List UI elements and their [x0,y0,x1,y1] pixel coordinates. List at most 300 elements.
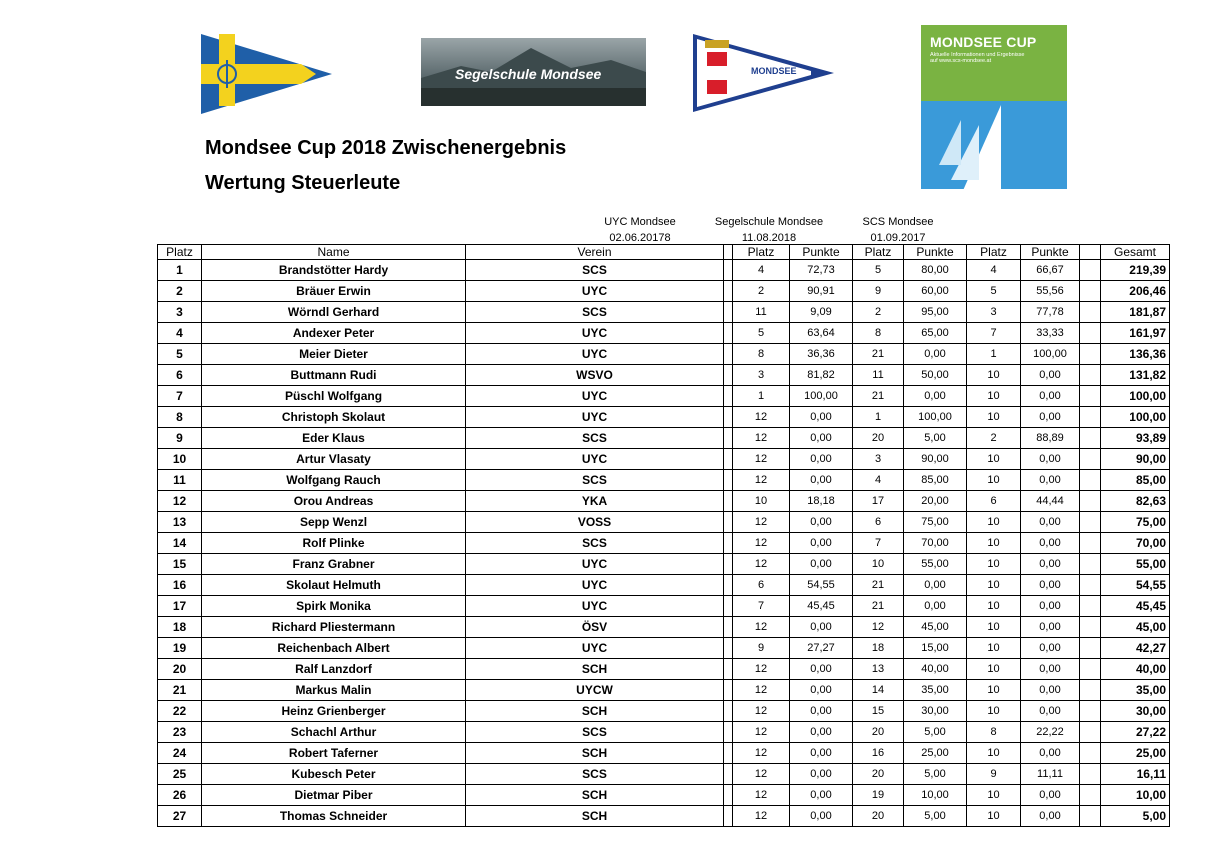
cell-e2-punkte: 100,00 [904,407,967,428]
cell-name: Artur Vlasaty [202,449,466,470]
cell-name: Orou Andreas [202,491,466,512]
cell-platz: 12 [158,491,202,512]
cell-platz: 14 [158,533,202,554]
cell-name: Wolfgang Rauch [202,470,466,491]
cell-e1-platz: 2 [733,281,790,302]
cell-e2-platz: 8 [853,323,904,344]
cell-platz: 10 [158,449,202,470]
cell-platz: 26 [158,785,202,806]
cell-verein: VOSS [466,512,724,533]
cell-spacer [724,638,733,659]
cell-e3-platz: 4 [967,260,1021,281]
cell-gesamt: 42,27 [1101,638,1170,659]
cell-e2-punkte: 0,00 [904,575,967,596]
cell-e3-punkte: 0,00 [1021,617,1080,638]
cell-e1-platz: 12 [733,407,790,428]
cell-e2-platz: 19 [853,785,904,806]
cell-gesamt: 30,00 [1101,701,1170,722]
cell-e3-punkte: 0,00 [1021,575,1080,596]
cell-e3-punkte: 0,00 [1021,638,1080,659]
cell-e1-punkte: 36,36 [790,344,853,365]
cell-spacer-2 [1080,491,1101,512]
cell-e3-punkte: 100,00 [1021,344,1080,365]
cell-e1-punkte: 0,00 [790,659,853,680]
cell-e1-punkte: 0,00 [790,428,853,449]
cell-e3-punkte: 0,00 [1021,470,1080,491]
cell-spacer [724,260,733,281]
table-row [158,596,1170,617]
col-e1-platz: Platz [733,245,790,260]
cell-spacer-2 [1080,449,1101,470]
cell-verein: SCH [466,659,724,680]
cell-e1-platz: 1 [733,386,790,407]
cell-name: Eder Klaus [202,428,466,449]
cell-e1-platz: 10 [733,491,790,512]
scs-flag-label: MONDSEE [751,66,797,76]
cell-e2-platz: 18 [853,638,904,659]
cell-verein: SCH [466,743,724,764]
cell-gesamt: 161,97 [1101,323,1170,344]
cell-e3-punkte: 0,00 [1021,512,1080,533]
cell-e3-platz: 10 [967,638,1021,659]
cell-e1-platz: 12 [733,449,790,470]
table-row [158,365,1170,386]
event-1-date: 02.06.20178 [609,232,671,244]
cell-spacer-2 [1080,764,1101,785]
cell-e1-platz: 8 [733,344,790,365]
cell-name: Robert Taferner [202,743,466,764]
cell-e2-platz: 17 [853,491,904,512]
poster-subtitle-2: auf www.scs-mondsee.at [930,58,992,64]
cell-e3-platz: 10 [967,512,1021,533]
cell-gesamt: 16,11 [1101,764,1170,785]
table-row [158,743,1170,764]
cell-e1-punkte: 54,55 [790,575,853,596]
cell-name: Püschl Wolfgang [202,386,466,407]
cell-e3-platz: 10 [967,554,1021,575]
col-platz: Platz [158,245,202,260]
cell-spacer [724,323,733,344]
col-e1-punkte: Punkte [790,245,853,260]
cell-name: Ralf Lanzdorf [202,659,466,680]
cell-platz: 20 [158,659,202,680]
cell-platz: 2 [158,281,202,302]
cell-spacer [724,785,733,806]
cell-platz: 3 [158,302,202,323]
cell-e1-platz: 12 [733,764,790,785]
table-row [158,470,1170,491]
cell-gesamt: 136,36 [1101,344,1170,365]
cell-gesamt: 219,39 [1101,260,1170,281]
cell-e1-punkte: 9,09 [790,302,853,323]
cell-e2-punkte: 5,00 [904,764,967,785]
cell-e1-punkte: 18,18 [790,491,853,512]
cell-platz: 1 [158,260,202,281]
cell-platz: 9 [158,428,202,449]
cell-spacer [724,680,733,701]
cell-name: Brandstötter Hardy [202,260,466,281]
cell-platz: 21 [158,680,202,701]
page-subtitle: Wertung Steuerleute [205,172,401,194]
cell-verein: UYC [466,596,724,617]
cell-name: Meier Dieter [202,344,466,365]
cell-e3-platz: 6 [967,491,1021,512]
cell-name: Reichenbach Albert [202,638,466,659]
cell-e2-platz: 5 [853,260,904,281]
segelschule-logo [421,38,646,106]
cell-spacer-2 [1080,281,1101,302]
cell-e1-platz: 12 [733,785,790,806]
cell-e3-platz: 10 [967,365,1021,386]
cell-name: Sepp Wenzl [202,512,466,533]
cell-e1-punkte: 63,64 [790,323,853,344]
table-row [158,407,1170,428]
cell-spacer-2 [1080,260,1101,281]
cell-e3-platz: 10 [967,407,1021,428]
table-row [158,449,1170,470]
cell-spacer-2 [1080,323,1101,344]
cell-platz: 15 [158,554,202,575]
cell-e1-platz: 9 [733,638,790,659]
cell-e3-punkte: 0,00 [1021,701,1080,722]
cell-e1-platz: 4 [733,260,790,281]
cell-gesamt: 55,00 [1101,554,1170,575]
cell-spacer [724,617,733,638]
cell-e2-platz: 16 [853,743,904,764]
cell-e1-platz: 7 [733,596,790,617]
cell-spacer-2 [1080,365,1101,386]
cell-verein: SCS [466,533,724,554]
cell-e2-punkte: 25,00 [904,743,967,764]
cell-gesamt: 82,63 [1101,491,1170,512]
cell-gesamt: 45,45 [1101,596,1170,617]
cell-e2-punkte: 95,00 [904,302,967,323]
cell-platz: 7 [158,386,202,407]
cell-name: Bräuer Erwin [202,281,466,302]
cell-verein: SCS [466,470,724,491]
cell-platz: 18 [158,617,202,638]
cell-e1-punkte: 72,73 [790,260,853,281]
cell-e1-platz: 12 [733,806,790,827]
cell-platz: 17 [158,596,202,617]
cell-verein: SCS [466,260,724,281]
table-row [158,281,1170,302]
cell-gesamt: 75,00 [1101,512,1170,533]
cell-platz: 5 [158,344,202,365]
cell-e2-punkte: 30,00 [904,701,967,722]
cell-e2-platz: 14 [853,680,904,701]
cell-e1-punkte: 0,00 [790,512,853,533]
cell-e2-punkte: 50,00 [904,365,967,386]
cell-spacer-2 [1080,344,1101,365]
cell-e3-punkte: 0,00 [1021,659,1080,680]
cell-e1-punkte: 100,00 [790,386,853,407]
table-row [158,680,1170,701]
cell-e1-punkte: 0,00 [790,449,853,470]
cell-spacer [724,743,733,764]
cell-e3-platz: 10 [967,785,1021,806]
cell-spacer-2 [1080,575,1101,596]
cell-e2-punkte: 65,00 [904,323,967,344]
cell-e3-punkte: 0,00 [1021,743,1080,764]
cell-e1-punkte: 0,00 [790,764,853,785]
cell-e2-punkte: 70,00 [904,533,967,554]
cell-e1-platz: 3 [733,365,790,386]
cell-verein: SCH [466,701,724,722]
cell-spacer [724,659,733,680]
cell-spacer [724,512,733,533]
cell-e2-punkte: 80,00 [904,260,967,281]
cell-spacer [724,449,733,470]
cell-platz: 16 [158,575,202,596]
cell-e1-punkte: 27,27 [790,638,853,659]
cell-verein: SCS [466,764,724,785]
cell-e1-punkte: 0,00 [790,680,853,701]
cell-e3-platz: 10 [967,617,1021,638]
table-row [158,386,1170,407]
cell-verein: UYC [466,449,724,470]
cell-e2-punkte: 75,00 [904,512,967,533]
cell-gesamt: 100,00 [1101,386,1170,407]
cell-spacer-2 [1080,407,1101,428]
cell-spacer-2 [1080,701,1101,722]
event-3-date: 01.09.2017 [870,232,926,244]
cell-e2-platz: 9 [853,281,904,302]
cell-e2-platz: 13 [853,659,904,680]
cell-spacer-2 [1080,785,1101,806]
cell-e2-platz: 7 [853,533,904,554]
col-e3-platz: Platz [967,245,1021,260]
cell-platz: 8 [158,407,202,428]
table-row [158,302,1170,323]
cell-e3-platz: 10 [967,386,1021,407]
cell-verein: UYC [466,386,724,407]
cell-e3-platz: 10 [967,533,1021,554]
table-row [158,491,1170,512]
cell-spacer-2 [1080,806,1101,827]
cell-e3-punkte: 66,67 [1021,260,1080,281]
page-title: Mondsee Cup 2018 Zwischenergebnis [205,137,567,159]
col-e3-punkte: Punkte [1021,245,1080,260]
table-row [158,575,1170,596]
cell-e1-punkte: 81,82 [790,365,853,386]
cell-e2-punkte: 60,00 [904,281,967,302]
cell-verein: UYC [466,281,724,302]
cell-e3-platz: 10 [967,806,1021,827]
poster-title: MONDSEE CUP [930,34,1037,50]
cell-e3-punkte: 0,00 [1021,449,1080,470]
event-3-name: SCS Mondsee [862,216,934,228]
cell-e2-punkte: 35,00 [904,680,967,701]
cell-e3-punkte: 77,78 [1021,302,1080,323]
cell-platz: 24 [158,743,202,764]
cell-e1-platz: 11 [733,302,790,323]
col-e2-punkte: Punkte [904,245,967,260]
cell-e1-punkte: 0,00 [790,554,853,575]
cell-e3-platz: 10 [967,596,1021,617]
table-row [158,323,1170,344]
cell-e2-punkte: 90,00 [904,449,967,470]
cell-spacer-2 [1080,302,1101,323]
cell-e3-punkte: 11,11 [1021,764,1080,785]
table-row [158,428,1170,449]
col-verein: Verein [466,245,724,260]
cell-e1-platz: 12 [733,722,790,743]
cell-spacer [724,428,733,449]
cell-e2-punkte: 0,00 [904,596,967,617]
cell-e3-punkte: 22,22 [1021,722,1080,743]
cell-spacer [724,596,733,617]
cell-e1-punkte: 0,00 [790,617,853,638]
cell-spacer-2 [1080,386,1101,407]
cell-gesamt: 90,00 [1101,449,1170,470]
cell-platz: 13 [158,512,202,533]
cell-verein: UYC [466,554,724,575]
table-header-row [158,245,1170,260]
cell-e1-punkte: 0,00 [790,722,853,743]
cell-e3-platz: 10 [967,659,1021,680]
cell-spacer [724,344,733,365]
cell-e3-platz: 3 [967,302,1021,323]
col-e2-platz: Platz [853,245,904,260]
cell-e3-punkte: 0,00 [1021,680,1080,701]
cell-e1-platz: 6 [733,575,790,596]
cell-name: Franz Grabner [202,554,466,575]
col-spacer-2 [1080,245,1101,260]
cell-e1-platz: 12 [733,659,790,680]
cell-platz: 6 [158,365,202,386]
cell-e3-platz: 10 [967,470,1021,491]
cell-spacer [724,722,733,743]
cell-gesamt: 54,55 [1101,575,1170,596]
cell-e3-punkte: 0,00 [1021,407,1080,428]
cell-spacer-2 [1080,512,1101,533]
cell-e3-punkte: 33,33 [1021,323,1080,344]
cell-e2-punkte: 5,00 [904,806,967,827]
cell-verein: UYC [466,344,724,365]
cell-e1-platz: 12 [733,617,790,638]
cell-spacer [724,491,733,512]
cell-gesamt: 131,82 [1101,365,1170,386]
cell-name: Heinz Grienberger [202,701,466,722]
cell-e3-punkte: 0,00 [1021,365,1080,386]
cell-e1-platz: 12 [733,701,790,722]
cell-spacer [724,701,733,722]
table-row [158,512,1170,533]
cell-e2-punkte: 15,00 [904,638,967,659]
cell-gesamt: 206,46 [1101,281,1170,302]
cell-e2-punkte: 45,00 [904,617,967,638]
cell-e2-platz: 2 [853,302,904,323]
cell-platz: 4 [158,323,202,344]
cell-name: Kubesch Peter [202,764,466,785]
cell-e2-platz: 21 [853,596,904,617]
cell-e2-platz: 10 [853,554,904,575]
cell-e3-platz: 8 [967,722,1021,743]
cell-spacer-2 [1080,428,1101,449]
cell-e2-punkte: 55,00 [904,554,967,575]
cell-e3-punkte: 44,44 [1021,491,1080,512]
cell-verein: WSVO [466,365,724,386]
cell-verein: UYC [466,407,724,428]
cell-gesamt: 10,00 [1101,785,1170,806]
cell-e1-punkte: 45,45 [790,596,853,617]
cell-e3-platz: 10 [967,743,1021,764]
cell-e1-punkte: 0,00 [790,743,853,764]
cell-e2-punkte: 10,00 [904,785,967,806]
cell-spacer-2 [1080,659,1101,680]
cell-spacer [724,302,733,323]
cell-verein: UYC [466,575,724,596]
cell-e3-platz: 9 [967,764,1021,785]
cell-e3-punkte: 0,00 [1021,533,1080,554]
cell-e2-punkte: 5,00 [904,722,967,743]
cell-name: Richard Pliestermann [202,617,466,638]
cell-gesamt: 93,89 [1101,428,1170,449]
table-row [158,659,1170,680]
cell-e1-punkte: 0,00 [790,806,853,827]
cell-name: Dietmar Piber [202,785,466,806]
cell-gesamt: 70,00 [1101,533,1170,554]
cell-spacer-2 [1080,470,1101,491]
cell-e2-platz: 15 [853,701,904,722]
cell-e2-punkte: 5,00 [904,428,967,449]
cell-spacer [724,281,733,302]
cell-e2-punkte: 0,00 [904,344,967,365]
cell-gesamt: 85,00 [1101,470,1170,491]
cell-verein: ÖSV [466,617,724,638]
cell-spacer-2 [1080,638,1101,659]
cell-spacer [724,554,733,575]
cell-e3-platz: 10 [967,449,1021,470]
cell-e3-punkte: 55,56 [1021,281,1080,302]
table-row [158,722,1170,743]
cell-e2-platz: 12 [853,617,904,638]
cell-gesamt: 35,00 [1101,680,1170,701]
cell-e2-punkte: 0,00 [904,386,967,407]
cell-e1-platz: 12 [733,743,790,764]
col-gesamt: Gesamt [1101,245,1170,260]
cell-e1-platz: 12 [733,533,790,554]
table-row [158,638,1170,659]
cell-gesamt: 27,22 [1101,722,1170,743]
cell-name: Markus Malin [202,680,466,701]
table-row [158,764,1170,785]
cell-e3-platz: 2 [967,428,1021,449]
cell-spacer-2 [1080,722,1101,743]
table-row [158,344,1170,365]
cell-e3-platz: 1 [967,344,1021,365]
cell-e1-punkte: 0,00 [790,701,853,722]
cell-e1-punkte: 90,91 [790,281,853,302]
segelschule-label: Segelschule Mondsee [455,66,602,82]
cell-e2-platz: 20 [853,764,904,785]
cell-e3-punkte: 0,00 [1021,785,1080,806]
cell-verein: UYCW [466,680,724,701]
event-2-date: 11.08.2018 [741,232,797,244]
table-row [158,533,1170,554]
cell-platz: 22 [158,701,202,722]
cell-e2-platz: 20 [853,722,904,743]
cell-spacer [724,575,733,596]
cell-e1-platz: 12 [733,554,790,575]
cell-name: Andexer Peter [202,323,466,344]
cell-gesamt: 181,87 [1101,302,1170,323]
scs-burgee-logo [693,34,834,112]
cell-e2-platz: 11 [853,365,904,386]
cell-gesamt: 25,00 [1101,743,1170,764]
cell-spacer [724,470,733,491]
